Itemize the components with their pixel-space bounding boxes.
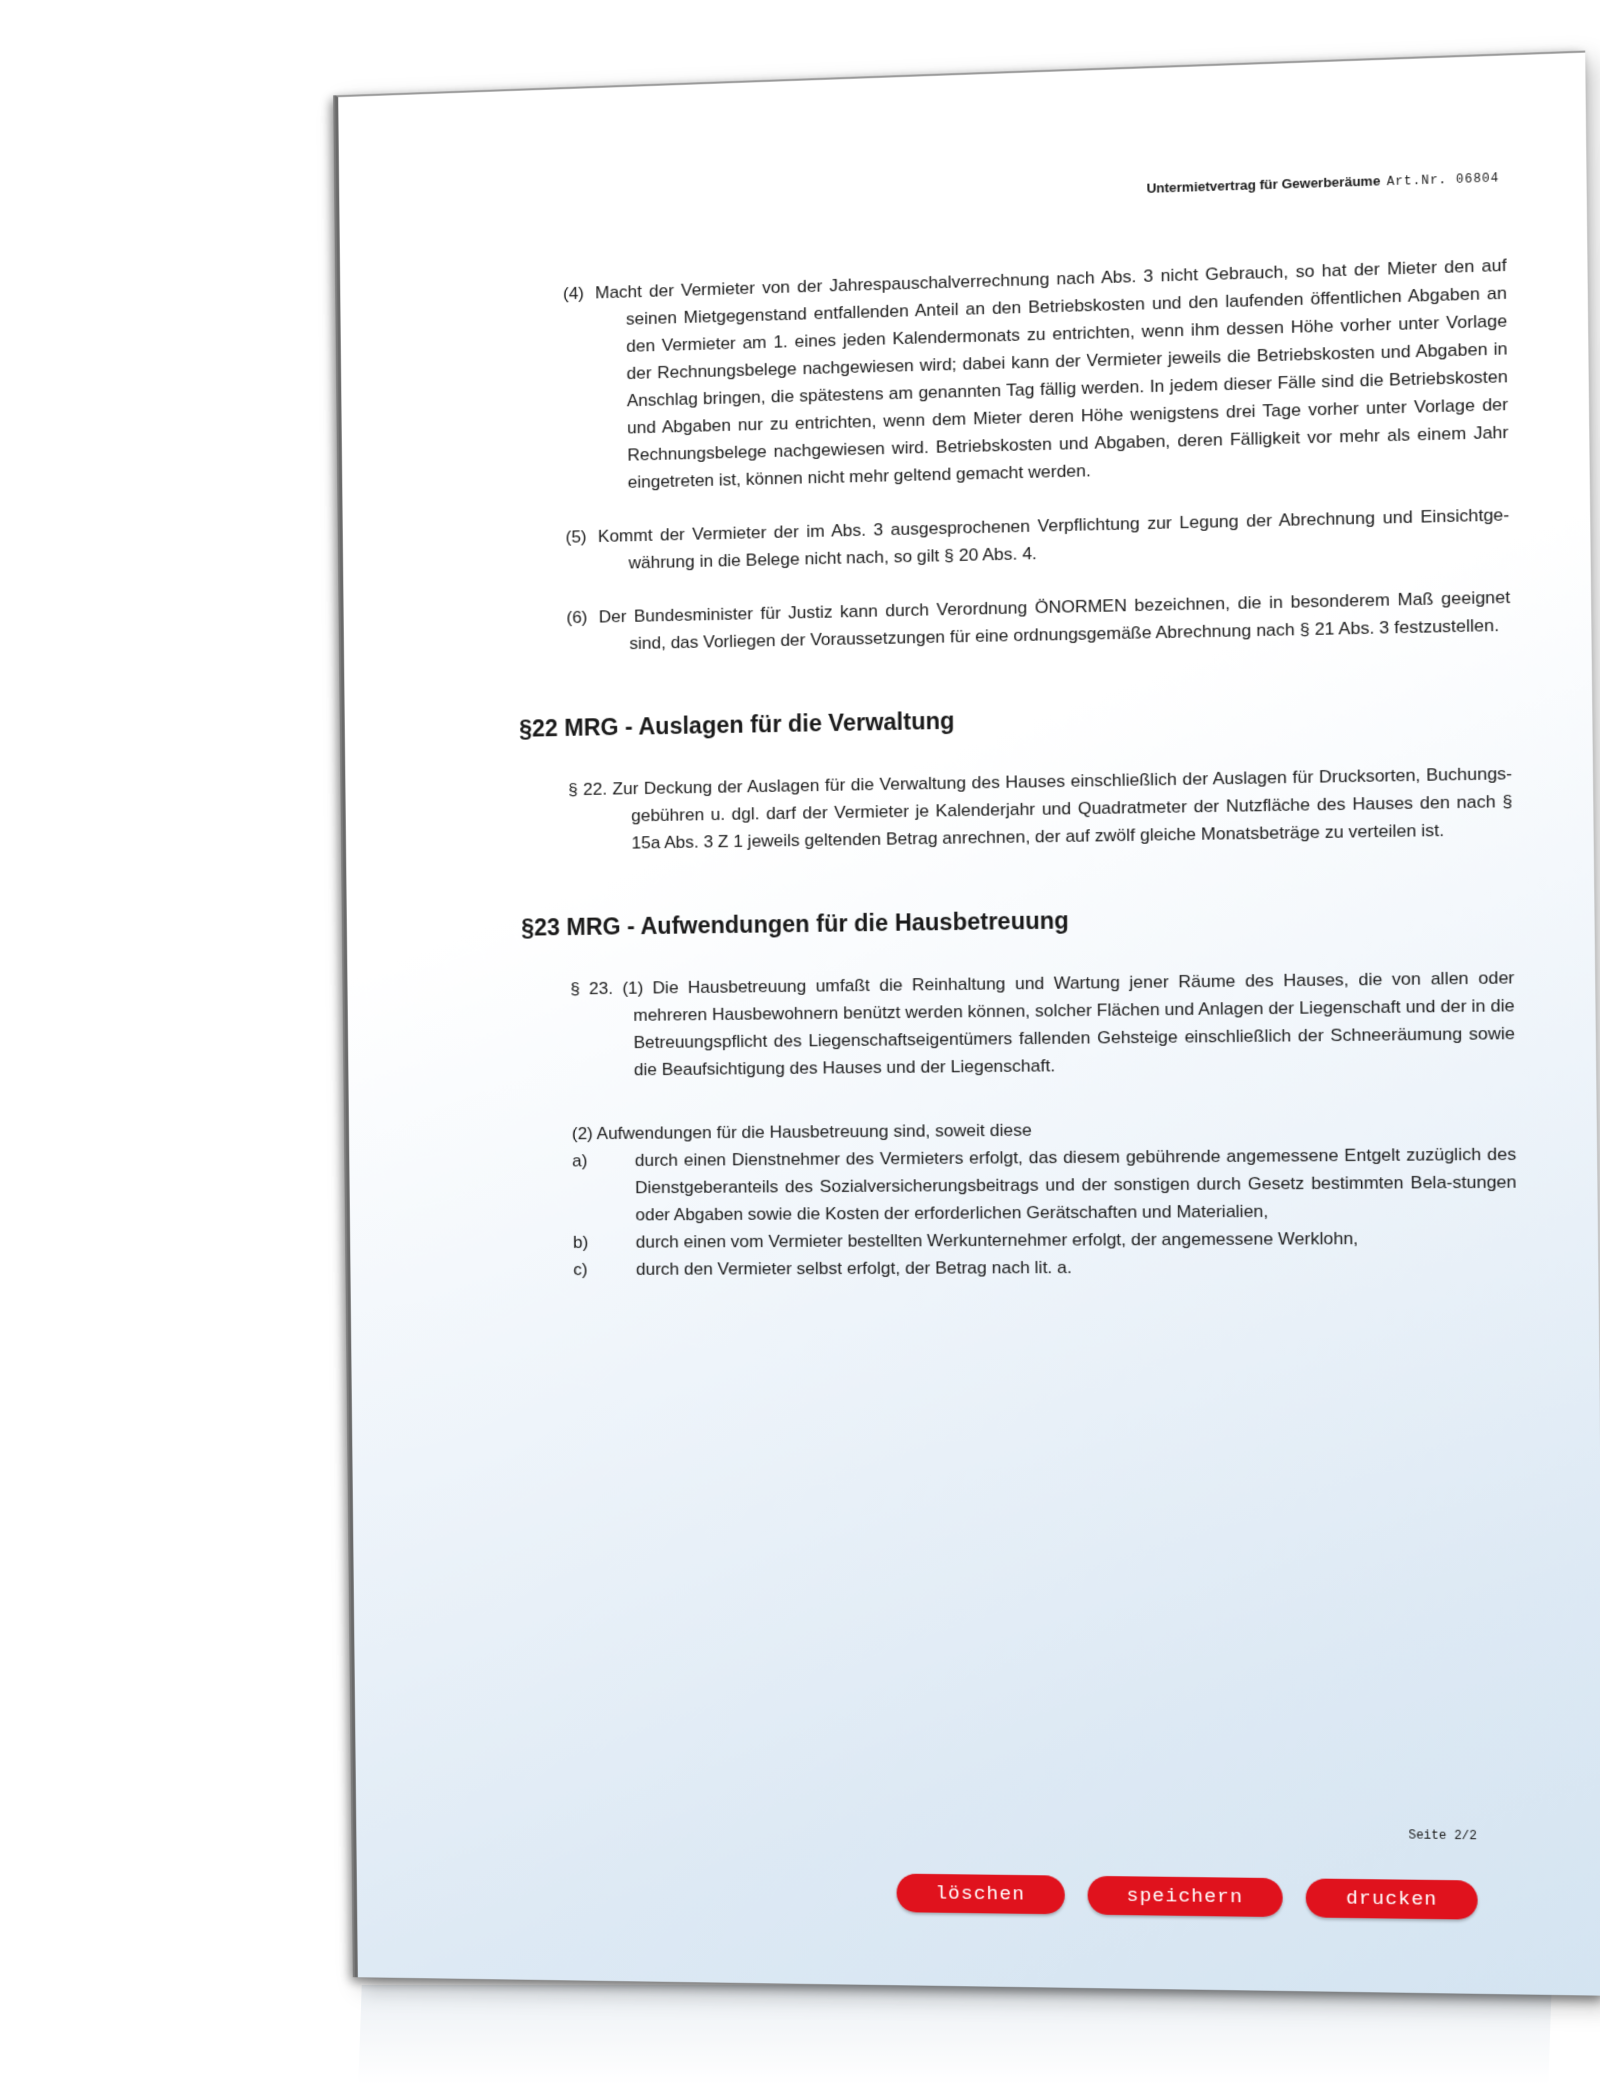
page-header [1146,169,1499,197]
page-number: Seite 2/2 [1408,1828,1478,1844]
paragraph-5: (5) Kommt der Vermieter der im Abs. 3 ausgesprochenen Verpflichtung zur Legung der Abrechnung und Einsichtge-währung in die Belege nicht nach, so gilt § 20 Abs. 4. [565,504,1510,573]
section-23-paragraph-1: § 23. (1) Die Hausbetreuung umfaßt die Reinhaltung und Wartung jener Räume des Hauses, die von allen oder mehreren Hausbewohnern benützt werden können, solcher Flächen und Anlagen der Liegenschaft und der in die Betreuungspflicht des Liegenschaftseigentümers fallenden Gehsteige einschließlich der Schneeräumung sowie die Beaufsichtigung des Hauses und der Liegenschaft. [570,968,1516,1080]
paragraph-6: (6) Der Bundesminister für Justiz kann durch Verordnung ÖNORMEN bezeichnen, die in besonderem Maß geeignet sind, das Vorliegen der Voraussetzungen für eine ordnungsgemäße Abrechnung nach § 21 Abs. 3 festzustellen. [566,587,1511,654]
section-22-text: § 22. Zur Deckung der Auslagen für die Verwaltung des Hauses einschließlich der Auslagen für Drucksorten, Buchungs-gebühren u. dgl. darf der Vermieter je Kalenderjahr und Quadratmeter der Nutzfläche des Hauses den nach § 15a Abs. 3 Z 1 jeweils geltenden Betrag anrechnen, der auf zwölf gleiche Monatsbeträge zu verteilen ist. [568,763,1513,853]
list-item: a) durch einen Dienstnehmer des Vermieters erfolgt, das diesem gebührende angemessene Entgelt zuzüglich des Dienstgeberanteils des Sozialversicherungsbeitrags und der sonstigen durch Gesetz bestimmten Bela-stungen oder Abgaben sowie die Kosten der erforderlichen Gerätschaften und Materialien, [572,1144,1517,1225]
section-22-heading: §22 MRG - Auslagen für die Verwaltung [519,707,955,742]
page-reflection [358,1985,1551,2085]
list-item: c) durch den Vermieter selbst erfolgt, der Betrag nach lit. a. [573,1257,1072,1280]
document-page [335,51,1600,1996]
print-button[interactable]: drucken [1306,1878,1478,1919]
article-number: Art.Nr. 06804 [1386,171,1500,190]
section-23-heading: §23 MRG - Aufwendungen für die Hausbetreuung [521,907,1069,941]
action-buttons [896,1874,1478,1920]
save-button[interactable]: speichern [1087,1876,1283,1917]
list-item: b) durch einen vom Vermieter bestellten Werkunternehmer erfolgt, der angemessene Werklohn, [572,1228,1359,1252]
section-23-paragraph-2-intro: (2) Aufwendungen für die Hausbetreuung sind, soweit diese [571,1120,1032,1144]
paragraph-4: (4) Macht der Vermieter von der Jahrespauschalverrechnung nach Abs. 3 nicht Gebrauch, so hat der Mieter den auf seinen Mietgegenstand entfallenden Anteil an den Betriebskosten und den laufenden öffentlichen Abgaben an den Vermieter am 1. eines jeden Kalendermonats zu entrichten, wenn ihm dessen Höhe vorher unter Vorlage der Rechnungsbelege nachgewiesen wird; dabei kann der Vermieter jeweils die Betriebskosten und Abgaben in Anschlag bringen, die spätestens am genannten Tag fällig werden. In jedem dieser Fälle sind die Betriebskosten und Abgaben nur zu entrichten, wenn dem Mieter deren Höhe wenigstens drei Tage vorher unter Vorlage der Rechnungsbelege nachgewiesen wird. Betriebskosten und Abgaben, deren Fälligkeit vor mehr als einem Jahr eingetreten ist, können nicht mehr geltend gemacht werden. [562,255,1509,492]
delete-button[interactable]: löschen [896,1874,1064,1915]
document-body [519,251,1518,1283]
document-title: Untermietvertrag für Gewerberäume [1146,173,1381,196]
